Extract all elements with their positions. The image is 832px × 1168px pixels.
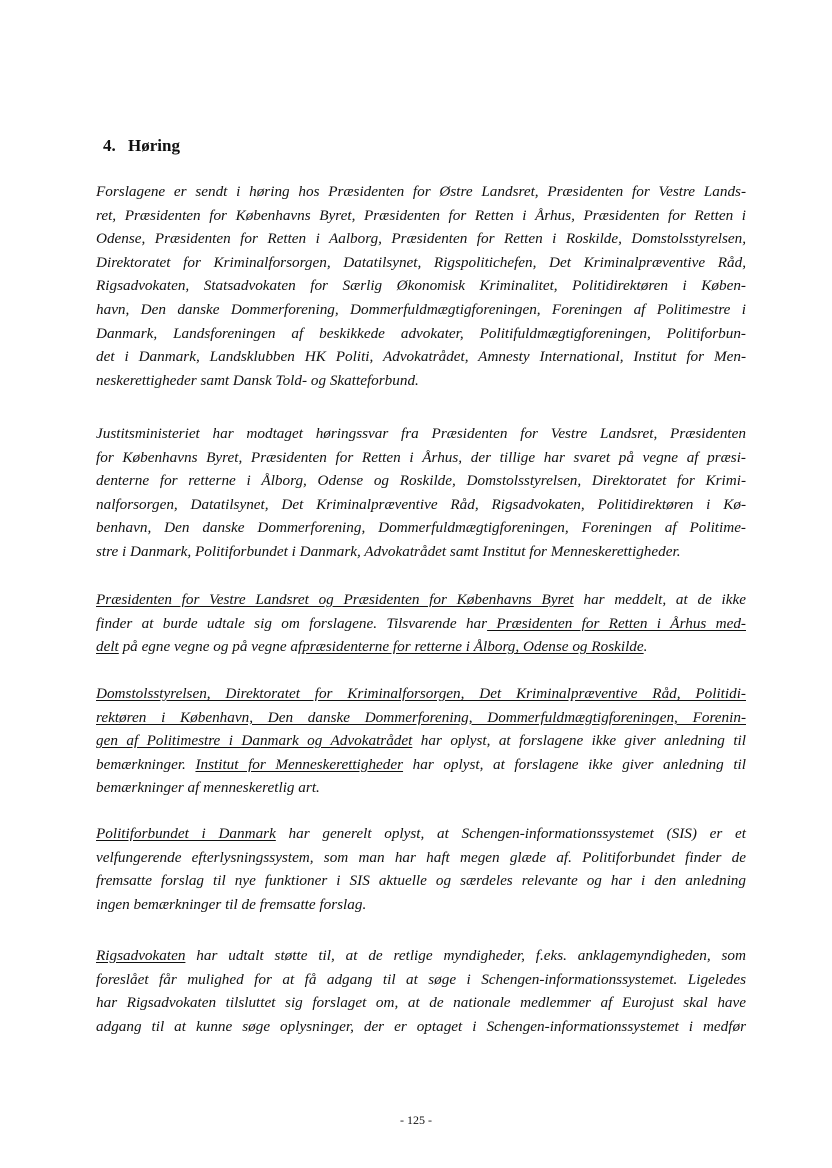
text-line: neskerettigheder samt Dansk Told- og Skatteforbund.	[96, 371, 419, 389]
text-run: har udtalt støtte til, at de retlige myndigheder, f.eks. anklagemyndigheden, som	[185, 947, 746, 964]
text-run: finder at burde udtale sig om forslagene. Tilsvarende har	[96, 614, 488, 632]
underlined-reference: Domstolsstyrelsen, Direktoratet for Kriminalforsorgen, Det Kriminalpræventive Råd, Politidi-	[96, 685, 746, 702]
underlined-reference: gen af Politimestre i Danmark og Advokatrådet	[96, 732, 413, 750]
underlined-reference: Præsidenten for Vestre Landsret og Præsidenten for Københavns Byret	[96, 591, 574, 608]
section-number: 4.	[103, 136, 116, 155]
underlined-reference: Politiforbundet i Danmark	[96, 825, 276, 842]
paragraph-responses	[96, 422, 746, 564]
text-line	[96, 706, 746, 730]
underlined-reference: Institut for Menneskerettigheder	[195, 755, 404, 773]
underlined-reference: Præsidenten for Retten i Århus med-	[487, 614, 746, 632]
text-line: stre i Danmark, Politiforbundet i Danmark, Advokatrådet samt Institut for Menneskerettigheder.	[96, 542, 681, 560]
text-line	[96, 753, 746, 777]
text-line: Direktoratet for Kriminalforsorgen, Datatilsynet, Rigspolitichefen, Det Kriminalpræventive Råd,	[96, 253, 746, 271]
text-line: benhavn, Den danske Dommerforening, Dommerfuldmægtigforeningen, Foreningen af Politime-	[96, 519, 746, 537]
text-line	[96, 944, 746, 968]
text-line: denterne for retterne i Ålborg, Odense og Roskilde, Domstolsstyrelsen, Direktoratet for Krimi-	[96, 472, 746, 490]
text-line: ret, Præsidenten for Københavns Byret, Præsidenten for Retten i Århus, Præsidenten for Retten i	[96, 206, 746, 224]
underlined-reference: præsidenterne for retterne i Ålborg, Odense og Roskilde	[302, 638, 644, 656]
paragraph-police-union	[96, 822, 746, 916]
text-line: for Københavns Byret, Præsidenten for Retten i Århus, der tillige har svaret på vegne af præsi-	[96, 448, 746, 466]
underlined-reference: rektøren i København, Den danske Dommerforening, Dommerfuldmægtigforeningen, Forenin-	[96, 708, 746, 726]
paragraph-presidents	[96, 588, 746, 659]
text-run: har oplyst, at forslagene ikke giver anledning til	[412, 732, 746, 750]
text-line: Forslagene er sendt i høring hos Præsidenten for Østre Landsret, Præsidenten for Vestre Lands-	[96, 183, 746, 200]
paragraph-no-remarks	[96, 682, 746, 800]
text-line	[96, 635, 746, 659]
text-line	[96, 588, 746, 612]
text-line: nalforsorgen, Datatilsynet, Det Kriminalpræventive Råd, Rigsadvokaten, Politidirektøren i Kø-	[96, 495, 746, 513]
underlined-reference: Rigsadvokaten	[96, 947, 186, 964]
text-line: Odense, Præsidenten for Retten i Aalborg, Præsidenten for Retten i Roskilde, Domstolsstyrelsen,	[96, 230, 746, 248]
page-number: - 125 -	[400, 1113, 432, 1127]
text-line: det i Danmark, Landsklubben HK Politi, Advokatrådet, Amnesty International, Institut for Men-	[96, 348, 746, 366]
text-run: har generelt oplyst, at Schengen-informationssystemet (SIS) er et	[275, 825, 746, 842]
text-run: har oplyst, at forslagene ikke giver anledning til	[403, 755, 746, 773]
text-line	[96, 822, 746, 846]
text-line: bemærkninger af menneskeretlig art.	[96, 779, 320, 797]
text-line: havn, Den danske Dommerforening, Dommerfuldmægtigforeningen, Foreningen af Politimestre i	[96, 300, 746, 318]
text-line: velfungerende efterlysningssystem, som man har haft megen glæde af. Politiforbundet finder de	[96, 848, 746, 866]
text-line	[96, 612, 746, 636]
text-line: Justitsministeriet har modtaget høringssvar fra Præsidenten for Vestre Landsret, Præsidenten	[96, 425, 746, 442]
section-title: Høring	[128, 136, 180, 155]
paragraph-hearing-list	[96, 180, 746, 392]
text-run: på egne vegne og på vegne af	[118, 638, 303, 656]
section-heading	[103, 136, 180, 156]
paragraph-public-prosecutor	[96, 944, 746, 1038]
text-line: foreslået får mulighed for at få adgang til at søge i Schengen-informationssystemet. Ligeledes	[96, 970, 746, 988]
text-line: ingen bemærkninger til de fremsatte forslag.	[96, 895, 367, 913]
text-run: .	[643, 638, 648, 656]
text-run: bemærkninger.	[96, 755, 196, 773]
text-line: Rigsadvokaten, Statsadvokaten for Særlig Økonomisk Kriminalitet, Politidirektøren i Køben-	[96, 277, 746, 295]
underlined-reference: delt	[96, 638, 119, 656]
text-line	[96, 682, 746, 706]
text-line: Danmark, Landsforeningen af beskikkede advokater, Politifuldmægtigforeningen, Politiforbun-	[96, 324, 746, 342]
text-line: har Rigsadvokaten tilsluttet sig forslaget om, at de nationale medlemmer af Eurojust skal have	[96, 994, 746, 1012]
text-line: fremsatte forslag til nye funktioner i SIS aktuelle og særdeles relevante og har i den anledning	[96, 872, 746, 890]
text-line: adgang til at kunne søge oplysninger, der er optaget i Schengen-informationssystemet i medfør	[96, 1017, 746, 1035]
text-run: har meddelt, at de ikke	[573, 591, 746, 608]
text-line	[96, 729, 746, 753]
